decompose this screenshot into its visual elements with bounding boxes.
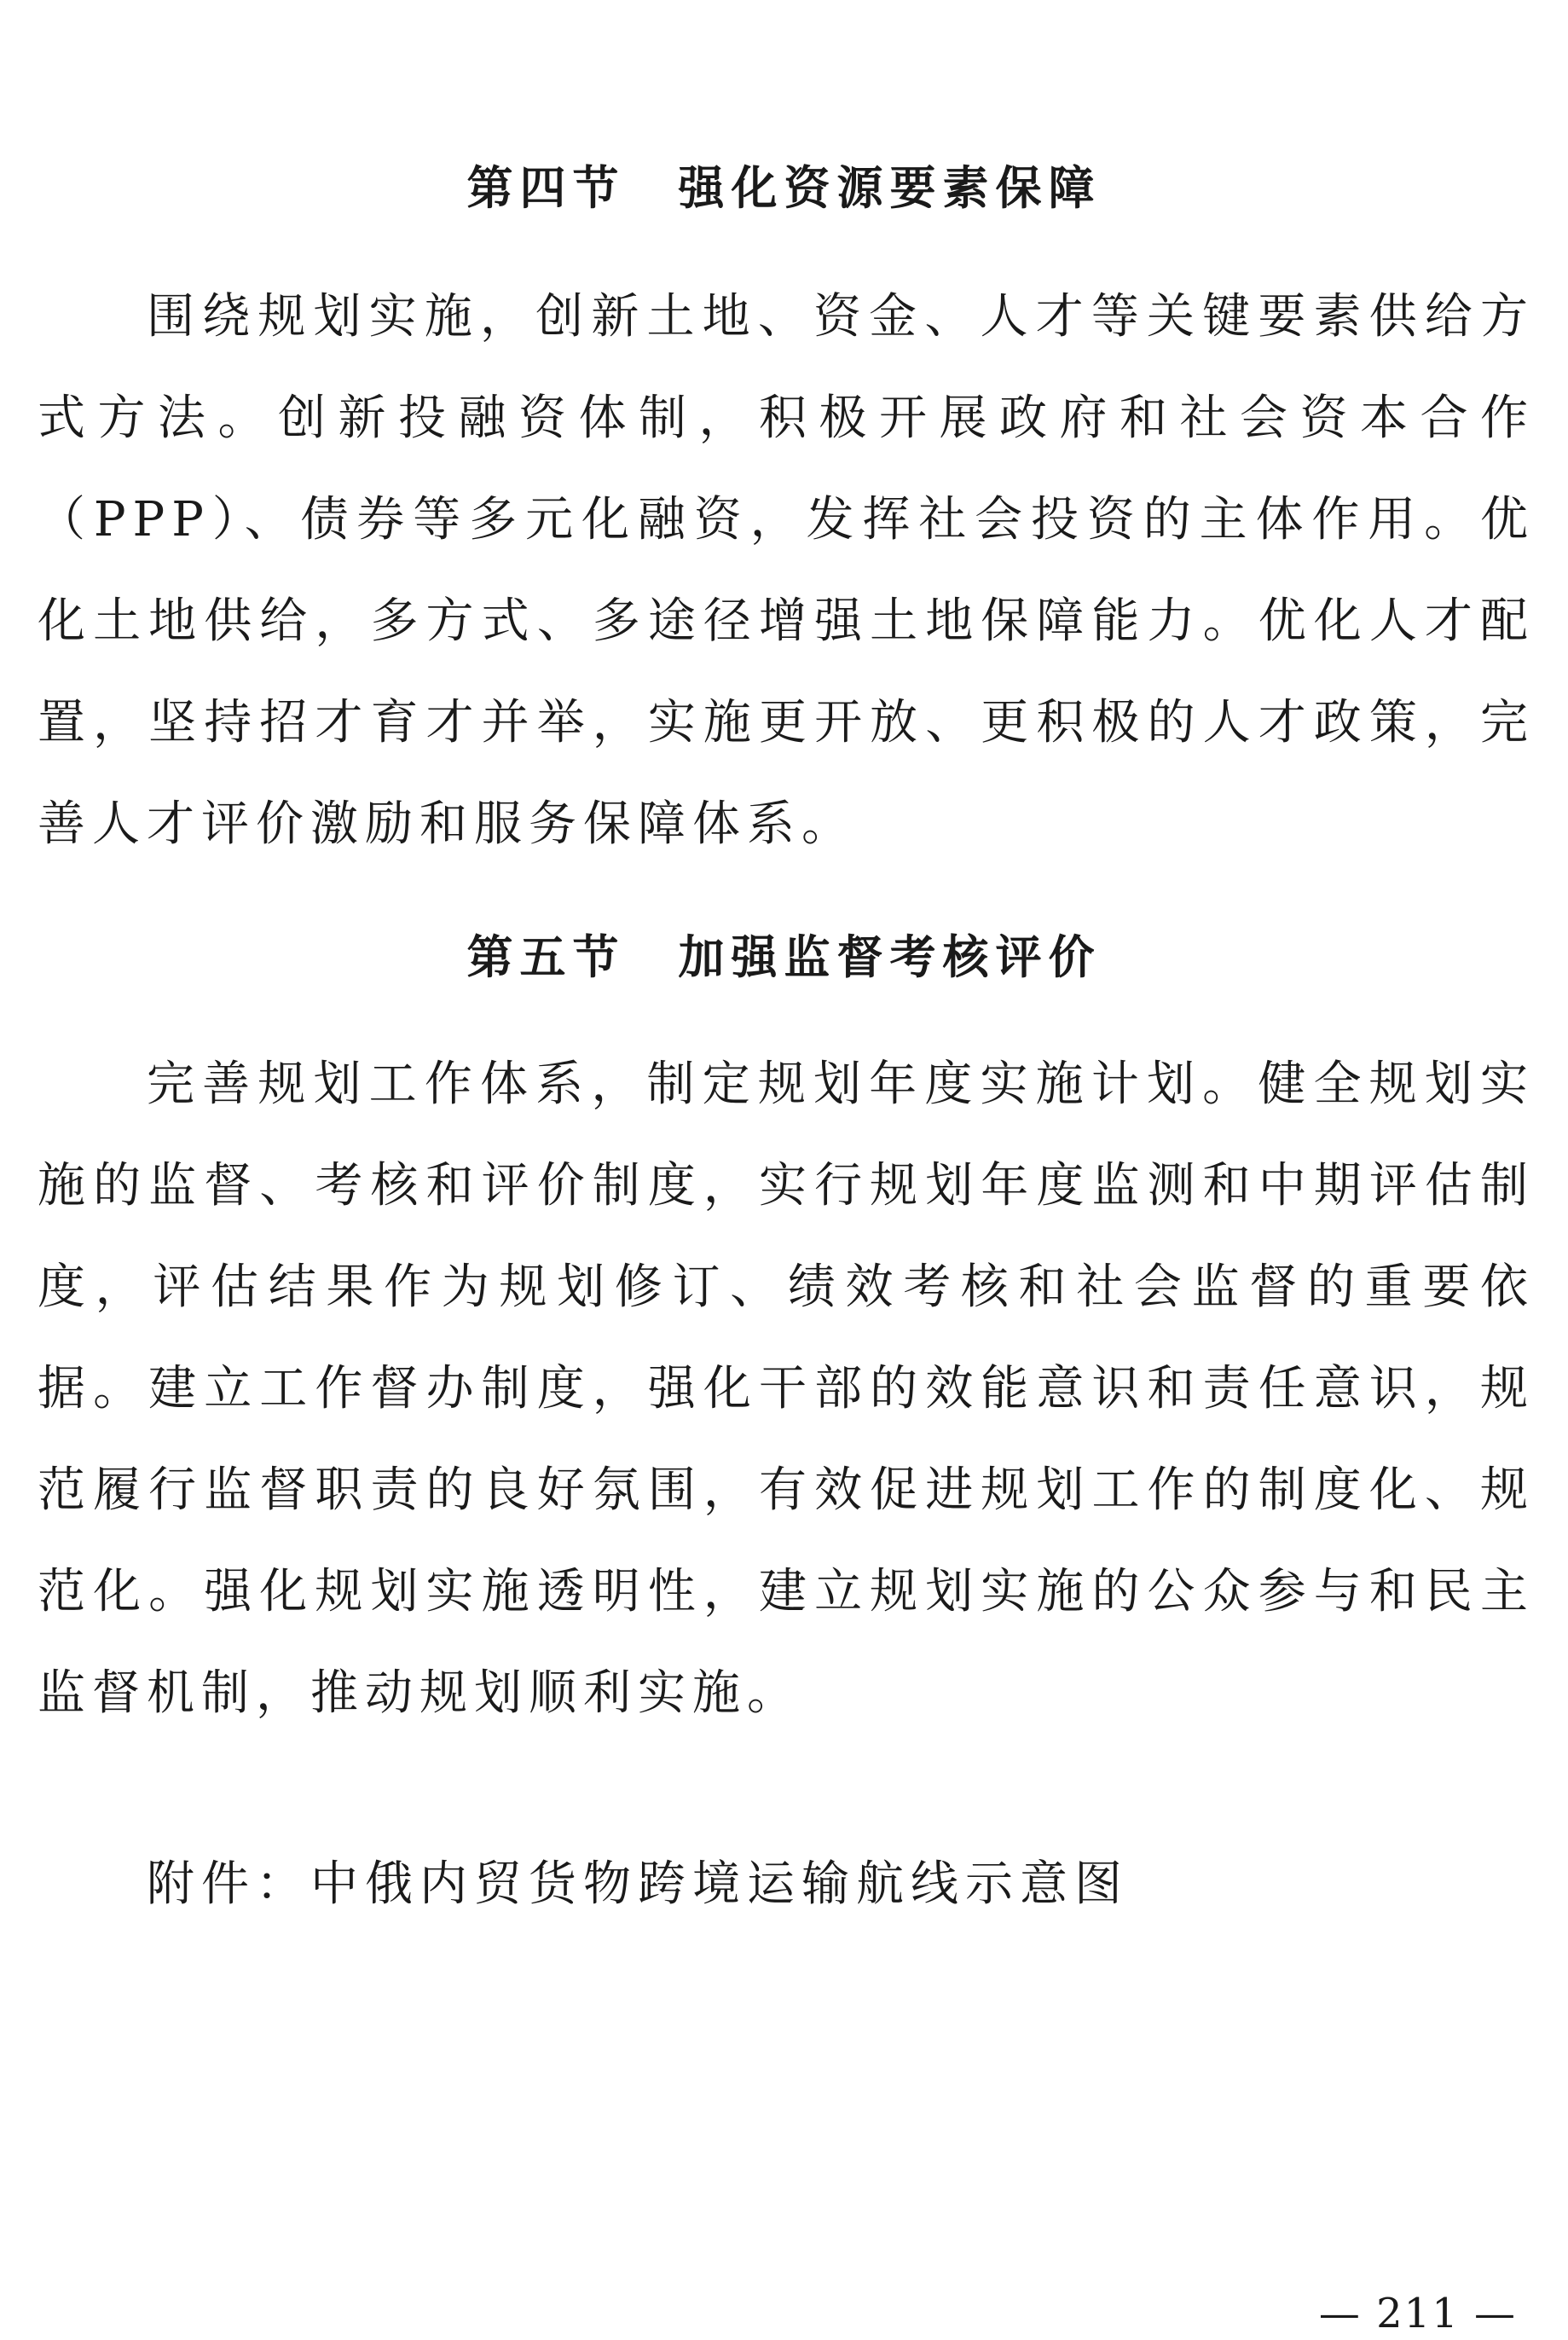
section-5-heading: 第五节 加强监督考核评价 bbox=[466, 930, 1102, 984]
page-number: — 211 — bbox=[1318, 2290, 1517, 2337]
section-4-heading: 第四节 强化资源要素保障 bbox=[466, 160, 1102, 215]
section-4-paragraph: 围绕规划实施，创新土地、资金、人才等关键要素供给方式方法。创新投融资体制，积极开展政府和社会资本合作（PPP）、债券等多元化融资，发挥社会投资的主体作用。优化土地供给，多方式、多途径增强土地保障能力。优化人才配置，坚持招才育才并举，实施更开放、更积极的人才政策，完善人才评价激励和服务保障体系。 bbox=[38, 289, 1535, 852]
section-5-paragraph: 完善规划工作体系，制定规划年度实施计划。健全规划实施的监督、考核和评价制度，实行规划年度监测和中期评估制度，评估结果作为规划修订、绩效考核和社会监督的重要依据。建立工作督办制度，强化干部的效能意识和责任意识，规范履行监督职责的良好氛围，有效促进规划工作的制度化、规范化。强化规划实施透明性，建立规划实施的公众参与和民主监督机制，推动规划顺利实施。 bbox=[38, 1057, 1535, 1721]
attachment-note: 附件：中俄内贸货物跨境运输航线示意图 bbox=[147, 1856, 1129, 1912]
